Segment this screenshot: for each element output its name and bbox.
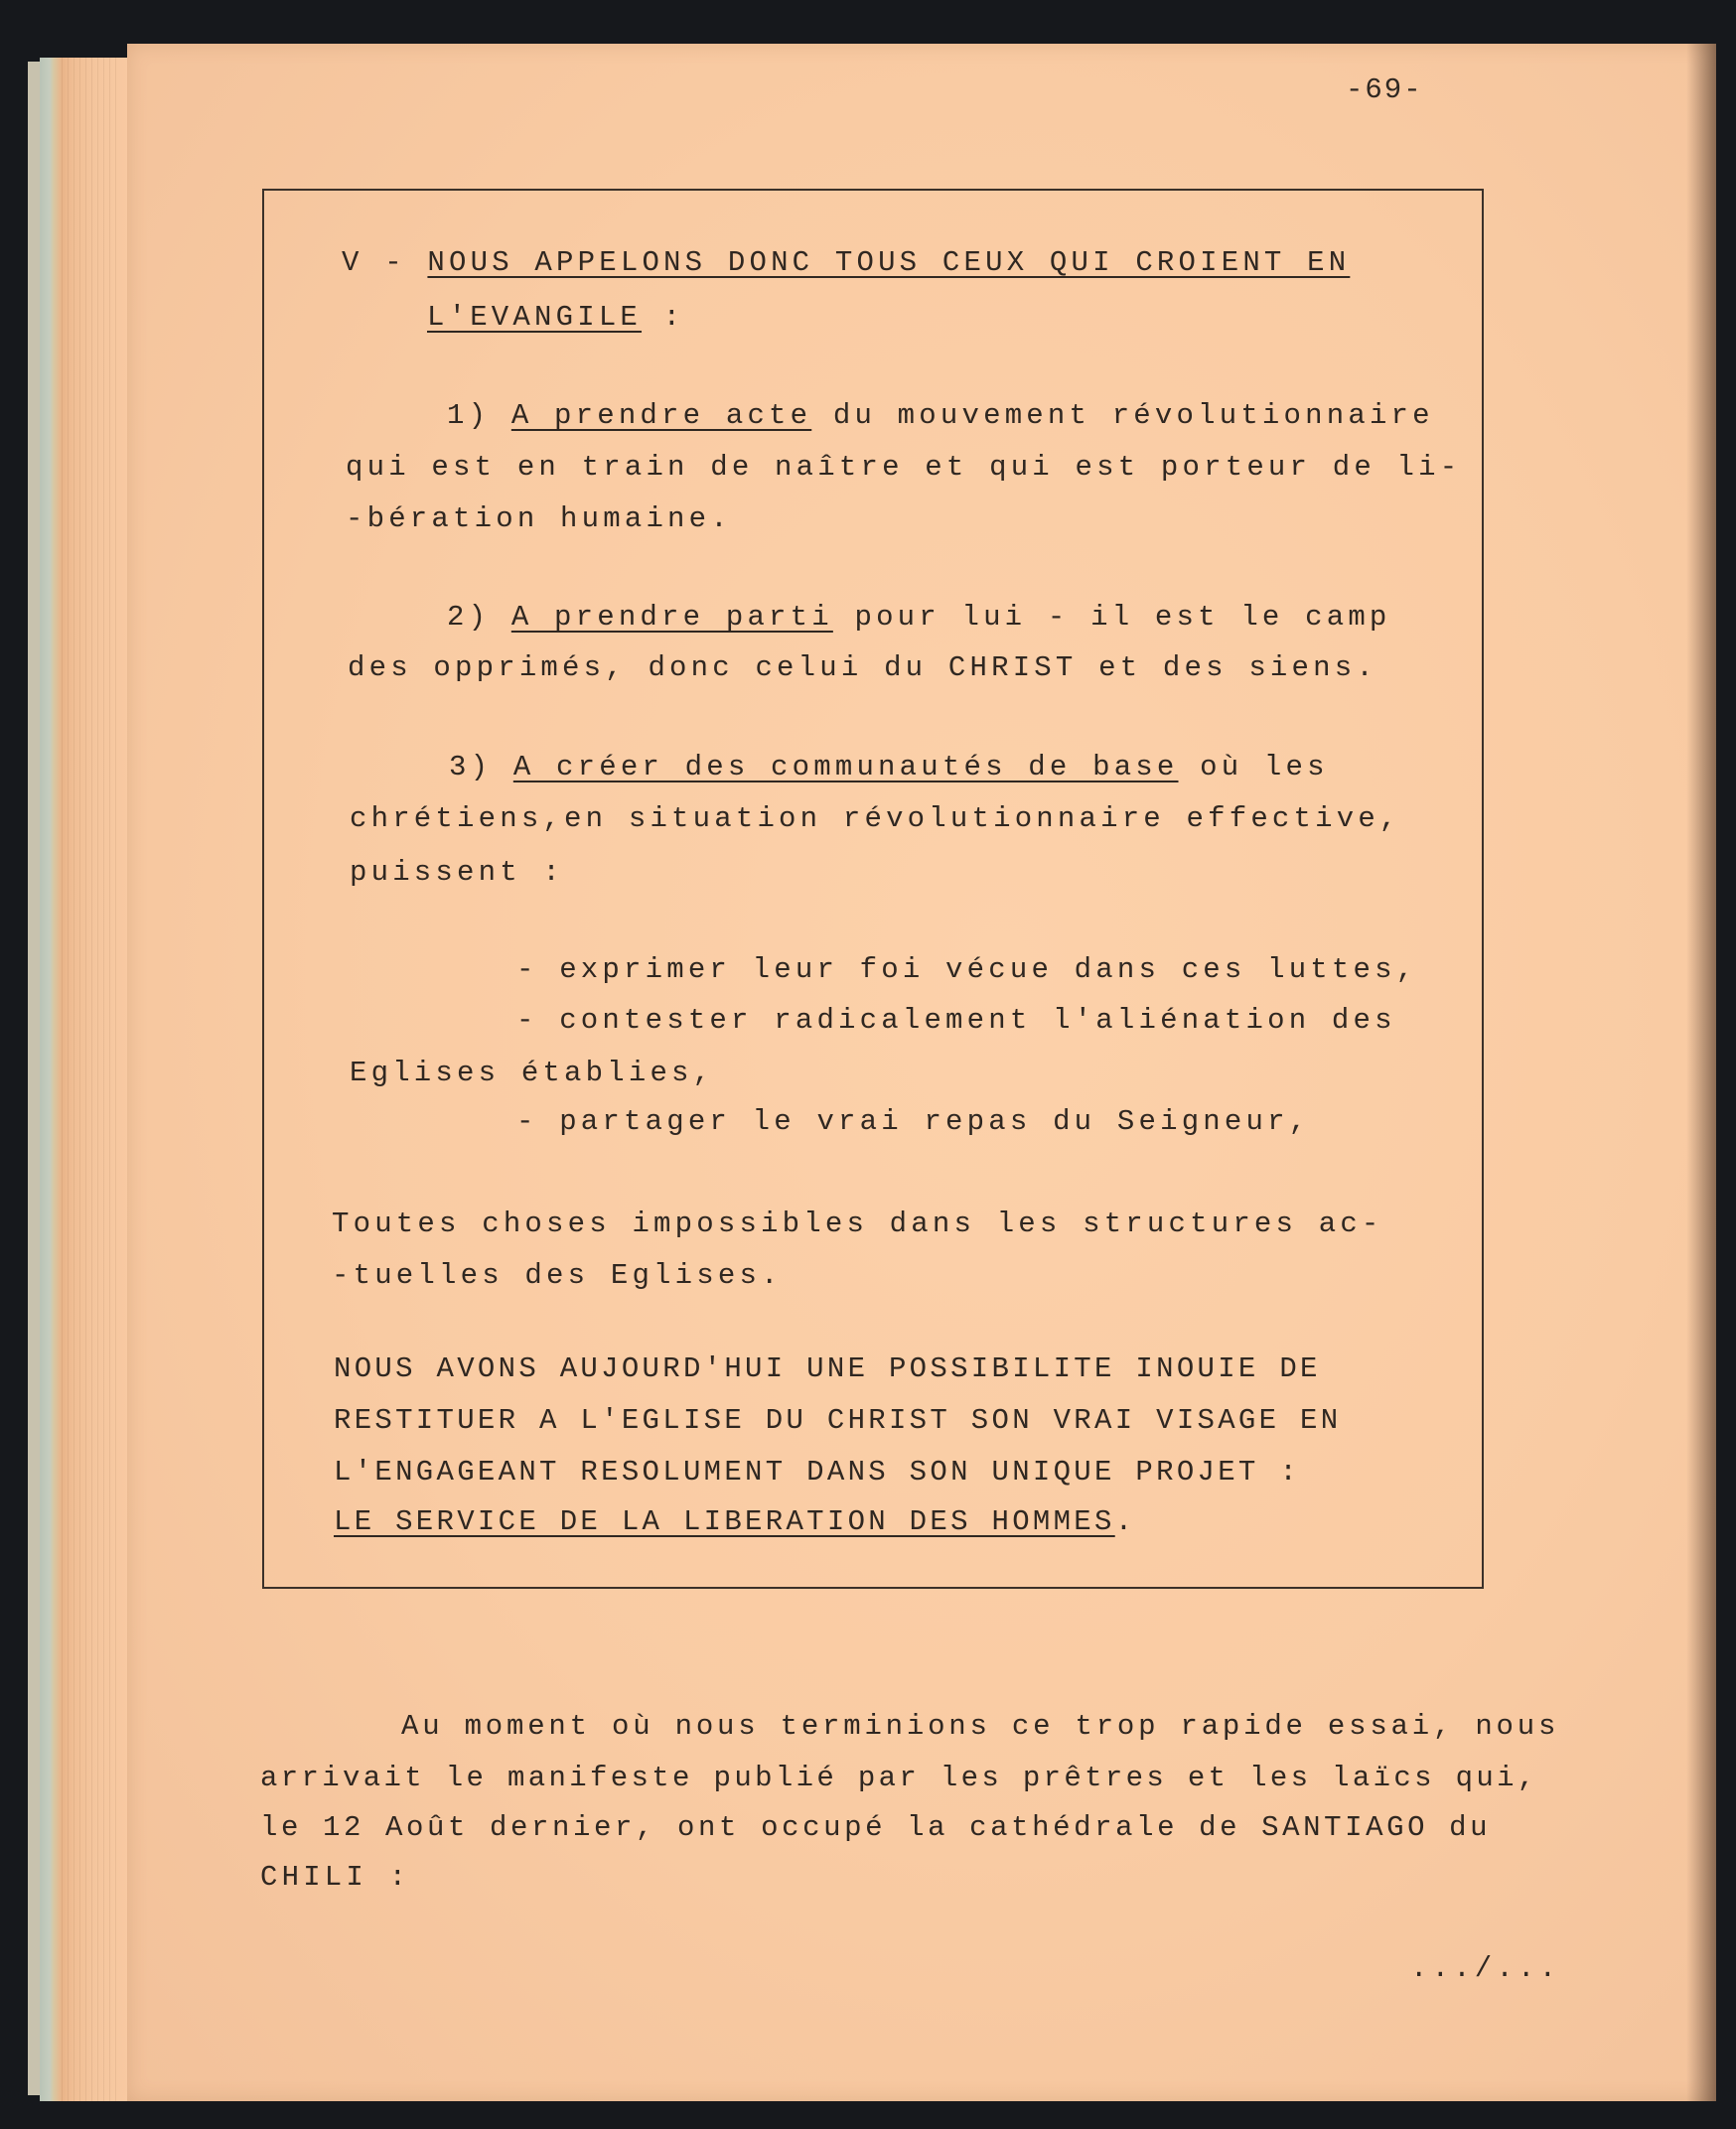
summary-line: Toutes choses impossibles dans les structures ac- — [332, 1207, 1383, 1240]
point-2-number: 2) — [447, 601, 511, 634]
point-3-number: 3) — [449, 751, 513, 783]
page-stack-lines — [62, 58, 121, 2101]
closing-line: Au moment où nous terminions ce trop rapide essai, nous — [401, 1710, 1560, 1743]
section-heading-line-1 — [342, 248, 1350, 277]
point-3-line-1 — [449, 753, 1329, 781]
bullet-item: - exprimer leur foi vécue dans ces luttes, — [516, 953, 1418, 986]
point-2-line-2: des opprimés, donc celui du CHRIST et des siens. — [348, 651, 1377, 684]
section-heading-line-2 — [427, 303, 684, 332]
point-3-phrase: A créer des communautés de base — [512, 751, 1179, 783]
heading-colon: : — [642, 301, 685, 334]
point-3-line-3: puissent : — [350, 856, 565, 889]
point-2-phrase: A prendre parti — [510, 601, 833, 634]
point-3-rest: où les — [1178, 751, 1329, 783]
caps-final-underlined: LE SERVICE DE LA LIBERATION DES HOMMES — [334, 1505, 1115, 1538]
bullet-continuation: Eglises établies, — [350, 1057, 715, 1089]
point-2-line-1 — [447, 603, 1391, 632]
summary-line: -tuelles des Eglises. — [332, 1259, 783, 1292]
point-1-rest: du mouvement révolutionnaire — [811, 399, 1434, 432]
closing-line: arrivait le manifeste publié par les prêtres et les laïcs qui, — [260, 1762, 1538, 1794]
heading-prefix: V - — [342, 246, 428, 279]
closing-line: CHILI : — [260, 1861, 411, 1894]
heading-text-2: L'EVANGILE — [427, 301, 643, 334]
point-1-line-1 — [447, 401, 1434, 430]
page-number: -69- — [1346, 73, 1423, 106]
closing-line: le 12 Août dernier, ont occupé la cathédrale de SANTIAGO du — [260, 1811, 1492, 1844]
binding-shadow — [1686, 44, 1716, 2101]
caps-line: L'ENGAGEANT RESOLUMENT DANS SON UNIQUE PROJET : — [334, 1456, 1301, 1489]
caps-final-period: . — [1114, 1505, 1136, 1538]
point-1-line-3: -bération humaine. — [346, 502, 732, 535]
point-2-rest: pour lui - il est le camp — [832, 601, 1391, 634]
caps-final-line — [334, 1507, 1135, 1536]
caps-line: RESTITUER A L'EGLISE DU CHRIST SON VRAI VISAGE EN — [334, 1404, 1342, 1437]
point-1-phrase: A prendre acte — [510, 399, 812, 432]
heading-text-1: NOUS APPELONS DONC TOUS CEUX QUI CROIENT EN — [427, 246, 1351, 279]
bullet-item: - partager le vrai repas du Seigneur, — [516, 1105, 1311, 1138]
continuation-mark: .../... — [1410, 1952, 1561, 1985]
point-3-line-2: chrétiens,en situation révolutionnaire effective, — [350, 802, 1401, 835]
bullet-item: - contester radicalement l'aliénation des — [516, 1004, 1396, 1037]
caps-line: NOUS AVONS AUJOURD'HUI UNE POSSIBILITE INOUIE DE — [334, 1352, 1321, 1385]
point-1-number: 1) — [447, 399, 511, 432]
point-1-line-2: qui est en train de naître et qui est porteur de li- — [346, 451, 1462, 484]
